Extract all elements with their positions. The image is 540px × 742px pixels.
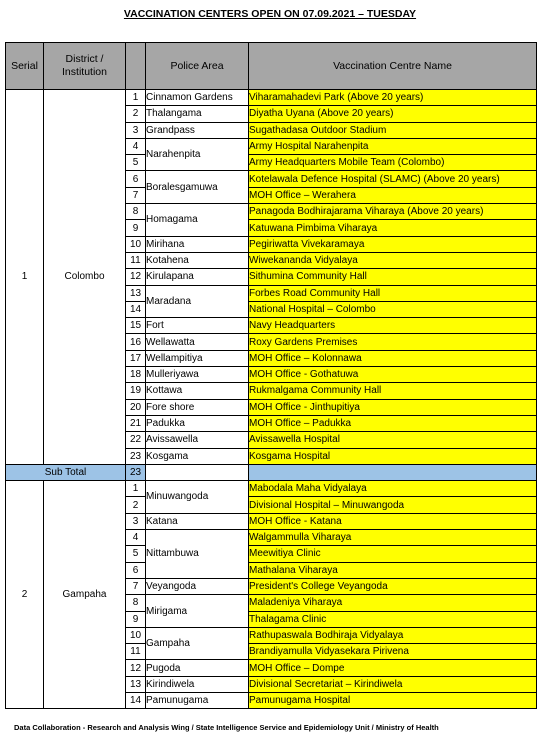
centre-name-cell: Viharamahadevi Park (Above 20 years) bbox=[249, 90, 537, 106]
centre-name-cell: MOH Office - Gothatuwa bbox=[249, 367, 537, 383]
police-area-cell: Katana bbox=[146, 513, 249, 529]
row-number: 20 bbox=[126, 399, 146, 415]
police-area-cell: Kotahena bbox=[146, 252, 249, 268]
row-number: 19 bbox=[126, 383, 146, 399]
row-number: 5 bbox=[126, 155, 146, 171]
centre-name-cell: Mabodala Maha Vidyalaya bbox=[249, 481, 537, 497]
centre-name-cell: Rukmalgama Community Hall bbox=[249, 383, 537, 399]
centre-name-cell: MOH Office – Werahera bbox=[249, 187, 537, 203]
centre-name-cell: Maladeniya Viharaya bbox=[249, 595, 537, 611]
row-number: 4 bbox=[126, 530, 146, 546]
table-header-row bbox=[6, 43, 537, 90]
row-number: 3 bbox=[126, 122, 146, 138]
centre-name-cell: National Hospital – Colombo bbox=[249, 301, 537, 317]
police-area-cell: Kirulapana bbox=[146, 269, 249, 285]
centre-name-cell: Meewitiya Clinic bbox=[249, 546, 537, 562]
centre-name-cell: Navy Headquarters bbox=[249, 318, 537, 334]
row-number: 5 bbox=[126, 546, 146, 562]
header-serial: Serial bbox=[6, 43, 44, 90]
row-number: 14 bbox=[126, 301, 146, 317]
subtotal-row bbox=[6, 464, 537, 480]
header-centre-name: Vaccination Centre Name bbox=[249, 43, 537, 90]
row-number: 22 bbox=[126, 432, 146, 448]
police-area-cell: Grandpass bbox=[146, 122, 249, 138]
row-number: 15 bbox=[126, 318, 146, 334]
row-number: 16 bbox=[126, 334, 146, 350]
row-number: 14 bbox=[126, 692, 146, 708]
centre-name-cell: Forbes Road Community Hall bbox=[249, 285, 537, 301]
centre-name-cell: Roxy Gardens Premises bbox=[249, 334, 537, 350]
police-area-cell: Padukka bbox=[146, 415, 249, 431]
police-area-cell: Narahenpita bbox=[146, 138, 249, 171]
serial-cell: 1 bbox=[6, 90, 44, 465]
footer-credit: Data Collaboration - Research and Analysis Wing / State Intelligence Service and Epidemiology Unit / Ministry of Health bbox=[14, 723, 439, 732]
row-number: 11 bbox=[126, 644, 146, 660]
row-number: 9 bbox=[126, 220, 146, 236]
centre-name-cell: Panagoda Bodhirajarama Viharaya (Above 20 years) bbox=[249, 204, 537, 220]
police-area-cell: Thalangama bbox=[146, 106, 249, 122]
header-district: District / Institution bbox=[44, 43, 126, 90]
police-area-cell: Avissawella bbox=[146, 432, 249, 448]
subtotal-empty-police bbox=[146, 464, 249, 480]
police-area-cell: Wellampitiya bbox=[146, 350, 249, 366]
police-area-cell: Pamunugama bbox=[146, 692, 249, 708]
row-number: 21 bbox=[126, 415, 146, 431]
row-number: 4 bbox=[126, 138, 146, 154]
row-number: 13 bbox=[126, 285, 146, 301]
header-number bbox=[126, 43, 146, 90]
centre-name-cell: Rathupaswala Bodhiraja Vidyalaya bbox=[249, 627, 537, 643]
centre-name-cell: MOH Office – Dompe bbox=[249, 660, 537, 676]
centre-name-cell: Divisional Secretariat – Kirindiwela bbox=[249, 676, 537, 692]
header-police-area: Police Area bbox=[146, 43, 249, 90]
district-cell: Colombo bbox=[44, 90, 126, 465]
centre-name-cell: MOH Office - Jinthupitiya bbox=[249, 399, 537, 415]
police-area-cell: Gampaha bbox=[146, 627, 249, 660]
police-area-cell: Kottawa bbox=[146, 383, 249, 399]
centre-name-cell: Thalagama Clinic bbox=[249, 611, 537, 627]
centre-name-cell: MOH Office – Padukka bbox=[249, 415, 537, 431]
row-number: 3 bbox=[126, 513, 146, 529]
centre-name-cell: Brandiyamulla Vidyasekara Pirivena bbox=[249, 644, 537, 660]
page-title: VACCINATION CENTERS OPEN ON 07.09.2021 – TUESDAY bbox=[123, 8, 417, 20]
centre-name-cell: Diyatha Uyana (Above 20 years) bbox=[249, 106, 537, 122]
row-number: 6 bbox=[126, 171, 146, 187]
row-number: 1 bbox=[126, 90, 146, 106]
police-area-cell: Cinnamon Gardens bbox=[146, 90, 249, 106]
centre-name-cell: Walgammulla Viharaya bbox=[249, 530, 537, 546]
police-area-cell: Pugoda bbox=[146, 660, 249, 676]
row-number: 12 bbox=[126, 269, 146, 285]
table-row bbox=[6, 481, 537, 497]
police-area-cell: Veyangoda bbox=[146, 578, 249, 594]
centre-name-cell: MOH Office - Katana bbox=[249, 513, 537, 529]
police-area-cell: Mulleriyawa bbox=[146, 367, 249, 383]
centre-name-cell: Divisional Hospital – Minuwangoda bbox=[249, 497, 537, 513]
centre-name-cell: Kosgama Hospital bbox=[249, 448, 537, 464]
row-number: 13 bbox=[126, 676, 146, 692]
row-number: 1 bbox=[126, 481, 146, 497]
centre-name-cell: President's College Veyangoda bbox=[249, 578, 537, 594]
police-area-cell: Maradana bbox=[146, 285, 249, 318]
row-number: 8 bbox=[126, 204, 146, 220]
police-area-cell: Mirihana bbox=[146, 236, 249, 252]
row-number: 11 bbox=[126, 252, 146, 268]
centre-name-cell: Kotelawala Defence Hospital (SLAMC) (Above 20 years) bbox=[249, 171, 537, 187]
centre-name-cell: Sithumina Community Hall bbox=[249, 269, 537, 285]
table-row bbox=[6, 90, 537, 106]
police-area-cell: Kosgama bbox=[146, 448, 249, 464]
row-number: 10 bbox=[126, 236, 146, 252]
row-number: 17 bbox=[126, 350, 146, 366]
centre-name-cell: MOH Office – Kolonnawa bbox=[249, 350, 537, 366]
district-cell: Gampaha bbox=[44, 481, 126, 709]
police-area-cell: Wellawatta bbox=[146, 334, 249, 350]
row-number: 12 bbox=[126, 660, 146, 676]
centre-name-cell: Mathalana Viharaya bbox=[249, 562, 537, 578]
row-number: 2 bbox=[126, 106, 146, 122]
police-area-cell: Boralesgamuwa bbox=[146, 171, 249, 204]
row-number: 7 bbox=[126, 578, 146, 594]
subtotal-value: 23 bbox=[126, 464, 146, 480]
centre-name-cell: Katuwana Pimbima Viharaya bbox=[249, 220, 537, 236]
centre-name-cell: Wiwekananda Vidyalaya bbox=[249, 252, 537, 268]
police-area-cell: Kirindiwela bbox=[146, 676, 249, 692]
row-number: 23 bbox=[126, 448, 146, 464]
row-number: 7 bbox=[126, 187, 146, 203]
centre-name-cell: Avissawella Hospital bbox=[249, 432, 537, 448]
centre-name-cell: Pamunugama Hospital bbox=[249, 692, 537, 708]
centre-name-cell: Pegiriwatta Vivekaramaya bbox=[249, 236, 537, 252]
police-area-cell: Fort bbox=[146, 318, 249, 334]
row-number: 9 bbox=[126, 611, 146, 627]
police-area-cell: Fore shore bbox=[146, 399, 249, 415]
serial-cell: 2 bbox=[6, 481, 44, 709]
vaccination-centres-table bbox=[5, 42, 537, 709]
row-number: 8 bbox=[126, 595, 146, 611]
centre-name-cell: Sugathadasa Outdoor Stadium bbox=[249, 122, 537, 138]
subtotal-label: Sub Total bbox=[6, 464, 126, 480]
row-number: 2 bbox=[126, 497, 146, 513]
police-area-cell: Mirigama bbox=[146, 595, 249, 628]
subtotal-empty-centre bbox=[249, 464, 537, 480]
centre-name-cell: Army Headquarters Mobile Team (Colombo) bbox=[249, 155, 537, 171]
row-number: 10 bbox=[126, 627, 146, 643]
centre-name-cell: Army Hospital Narahenpita bbox=[249, 138, 537, 154]
row-number: 6 bbox=[126, 562, 146, 578]
police-area-cell: Nittambuwa bbox=[146, 530, 249, 579]
police-area-cell: Homagama bbox=[146, 204, 249, 237]
police-area-cell: Minuwangoda bbox=[146, 481, 249, 514]
row-number: 18 bbox=[126, 367, 146, 383]
